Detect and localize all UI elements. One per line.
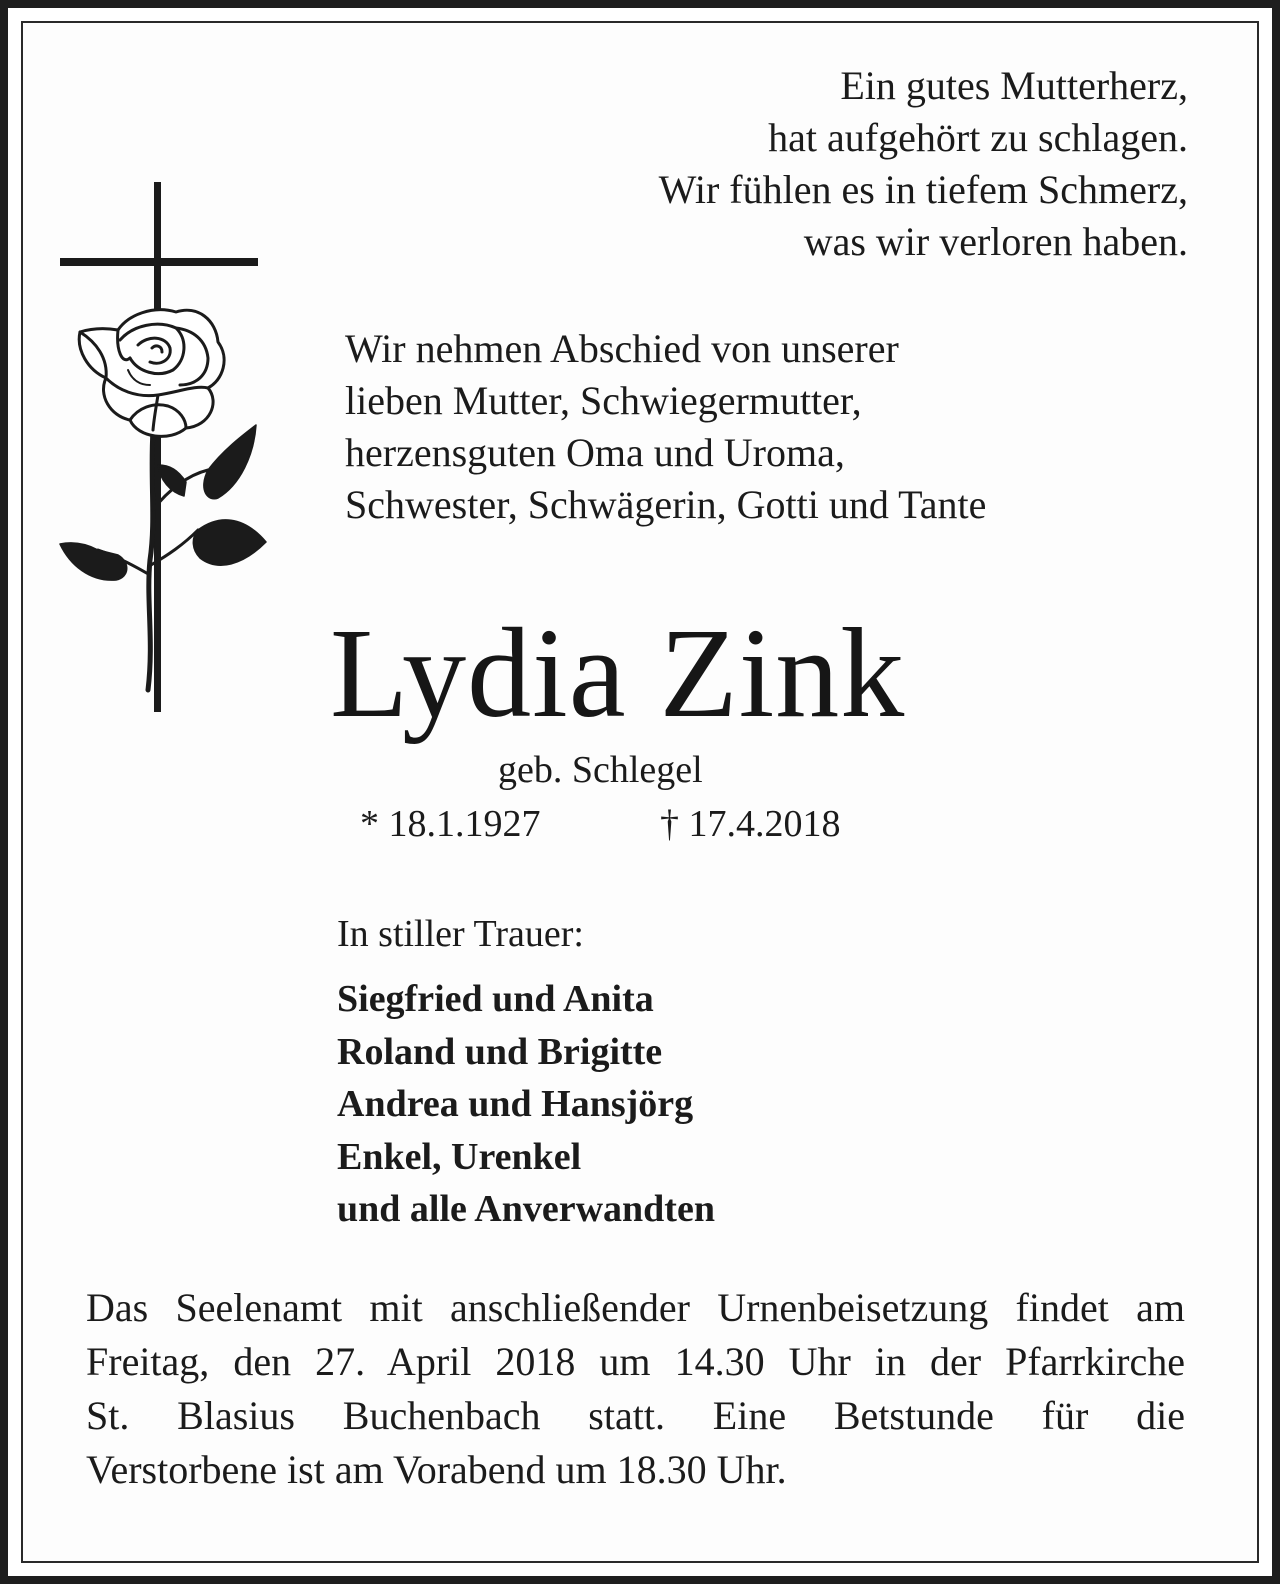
service-line: Freitag, den 27. April 2018 um 14.30 Uhr in der Pfarrkirche: [86, 1339, 1185, 1384]
maiden-name: geb. Schlegel: [498, 749, 703, 791]
mourner-item: Andrea und Hansjörg: [337, 1083, 694, 1125]
mourning-label: In stiller Trauer:: [337, 913, 584, 955]
birth-date: * 18.1.1927: [360, 803, 541, 845]
mourner-item: Roland und Brigitte: [337, 1030, 663, 1073]
poem-line: Ein gutes Mutterherz,: [840, 63, 1188, 108]
farewell-line: herzensguten Oma und Uroma,: [345, 430, 845, 475]
mourner-item: und alle Anverwandten: [337, 1188, 715, 1230]
poem-block: [659, 60, 1188, 268]
poem-line: was wir verloren haben.: [803, 219, 1188, 264]
poem-line: Wir fühlen es in tiefem Schmerz,: [658, 167, 1188, 212]
farewell-text: [345, 323, 986, 531]
mourner-item: Siegfried und Anita: [337, 978, 654, 1020]
poem-line: hat aufgehört zu schlagen.: [768, 115, 1188, 160]
farewell-line: Schwester, Schwägerin, Gotti und Tante: [345, 482, 987, 527]
service-announcement: [86, 1281, 1185, 1497]
service-line: Verstorbene ist am Vorabend um 18.30 Uhr.: [86, 1447, 787, 1492]
cross-with-rose-icon: [58, 180, 273, 715]
deceased-name: Lydia Zink: [330, 602, 906, 744]
service-line: Das Seelenamt mit anschließender Urnenbeisetzung findet am: [86, 1285, 1185, 1330]
mourners-list: [337, 973, 715, 1236]
farewell-line: lieben Mutter, Schwiegermutter,: [345, 378, 862, 423]
mourner-item: Enkel, Urenkel: [337, 1135, 582, 1178]
farewell-line: Wir nehmen Abschied von unserer: [345, 326, 899, 371]
death-date: † 17.4.2018: [660, 803, 841, 845]
service-line: St. Blasius Buchenbach statt. Eine Betstunde für die: [86, 1393, 1185, 1438]
